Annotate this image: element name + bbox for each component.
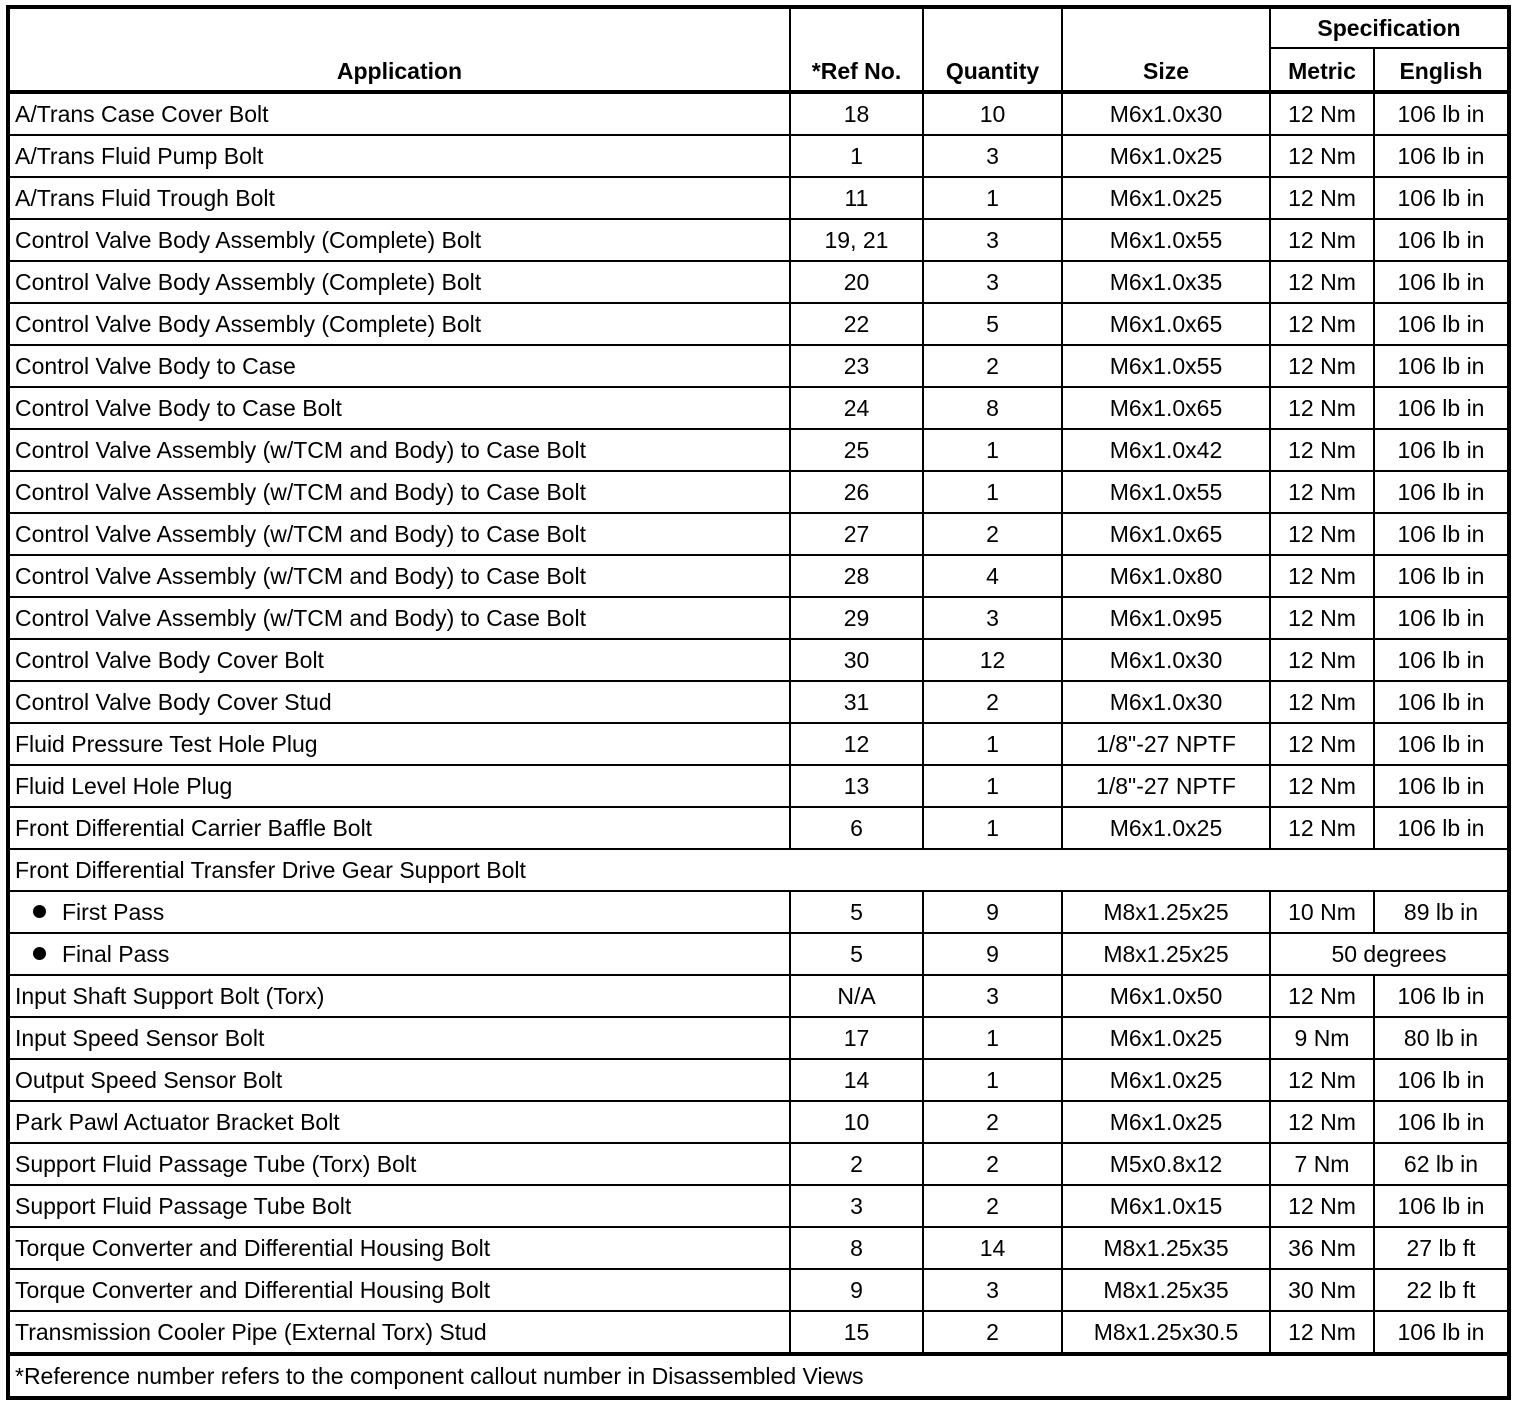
cell-application: Input Speed Sensor Bolt: [8, 1017, 790, 1059]
cell-size: M6x1.0x30: [1062, 639, 1270, 681]
cell-ref-no: 19, 21: [790, 219, 923, 261]
cell-english: 106 lb in: [1374, 1059, 1509, 1101]
cell-quantity: 2: [923, 1143, 1062, 1185]
cell-application: Output Speed Sensor Bolt: [8, 1059, 790, 1101]
header-metric: Metric: [1270, 48, 1374, 92]
cell-quantity: 2: [923, 513, 1062, 555]
table-row: [8, 135, 1509, 177]
table-row: [8, 92, 1509, 135]
footnote-row: [8, 1354, 1509, 1398]
cell-application: Control Valve Assembly (w/TCM and Body) to Case Bolt: [8, 513, 790, 555]
cell-quantity: 3: [923, 597, 1062, 639]
cell-application: Torque Converter and Differential Housing Bolt: [8, 1269, 790, 1311]
cell-metric: 12 Nm: [1270, 975, 1374, 1017]
cell-english: 22 lb ft: [1374, 1269, 1509, 1311]
cell-english: 106 lb in: [1374, 387, 1509, 429]
cell-application: A/Trans Fluid Pump Bolt: [8, 135, 790, 177]
cell-quantity: 2: [923, 681, 1062, 723]
table-row: [8, 555, 1509, 597]
header-size: Size: [1062, 7, 1270, 92]
first-pass-qty: 9: [923, 891, 1062, 933]
cell-english: 106 lb in: [1374, 219, 1509, 261]
final-pass-label: Final Pass: [62, 940, 170, 967]
cell-quantity: 1: [923, 429, 1062, 471]
cell-ref-no: 18: [790, 92, 923, 135]
cell-application: A/Trans Fluid Trough Bolt: [8, 177, 790, 219]
first-pass-application: [8, 891, 790, 933]
cell-metric: 12 Nm: [1270, 345, 1374, 387]
header-row-1: [8, 7, 1509, 48]
cell-quantity: 1: [923, 807, 1062, 849]
cell-application: Control Valve Assembly (w/TCM and Body) to Case Bolt: [8, 555, 790, 597]
cell-metric: 30 Nm: [1270, 1269, 1374, 1311]
cell-metric: 36 Nm: [1270, 1227, 1374, 1269]
cell-application: Input Shaft Support Bolt (Torx): [8, 975, 790, 1017]
cell-ref-no: 24: [790, 387, 923, 429]
cell-size: M8x1.25x35: [1062, 1227, 1270, 1269]
first-pass-ref: 5: [790, 891, 923, 933]
cell-metric: 9 Nm: [1270, 1017, 1374, 1059]
cell-english: 80 lb in: [1374, 1017, 1509, 1059]
table-row: [8, 597, 1509, 639]
final-pass-ref: 5: [790, 933, 923, 975]
cell-size: M6x1.0x35: [1062, 261, 1270, 303]
table-row: [8, 1101, 1509, 1143]
cell-ref-no: 22: [790, 303, 923, 345]
table-row: [8, 345, 1509, 387]
first-pass-metric: 10 Nm: [1270, 891, 1374, 933]
cell-size: M6x1.0x65: [1062, 303, 1270, 345]
cell-application: Control Valve Body to Case Bolt: [8, 387, 790, 429]
first-pass-label: First Pass: [62, 898, 165, 925]
cell-quantity: 3: [923, 975, 1062, 1017]
cell-application: Support Fluid Passage Tube Bolt: [8, 1185, 790, 1227]
cell-size: 1/8"-27 NPTF: [1062, 765, 1270, 807]
cell-quantity: 1: [923, 1017, 1062, 1059]
cell-ref-no: 20: [790, 261, 923, 303]
cell-metric: 12 Nm: [1270, 597, 1374, 639]
table-row: [8, 303, 1509, 345]
cell-ref-no: 8: [790, 1227, 923, 1269]
cell-size: M6x1.0x25: [1062, 1101, 1270, 1143]
first-pass-size: M8x1.25x25: [1062, 891, 1270, 933]
cell-metric: 7 Nm: [1270, 1143, 1374, 1185]
cell-application: A/Trans Case Cover Bolt: [8, 92, 790, 135]
cell-quantity: 12: [923, 639, 1062, 681]
table-row: [8, 1185, 1509, 1227]
bullet-icon: [33, 905, 46, 918]
cell-metric: 12 Nm: [1270, 177, 1374, 219]
torque-spec-table-container: [6, 5, 1511, 1400]
cell-metric: 12 Nm: [1270, 92, 1374, 135]
table-row: [8, 807, 1509, 849]
final-pass-row: [8, 933, 1509, 975]
cell-ref-no: 14: [790, 1059, 923, 1101]
cell-quantity: 4: [923, 555, 1062, 597]
cell-size: M6x1.0x95: [1062, 597, 1270, 639]
cell-ref-no: 2: [790, 1143, 923, 1185]
cell-metric: 12 Nm: [1270, 387, 1374, 429]
cell-quantity: 2: [923, 345, 1062, 387]
table-row: [8, 219, 1509, 261]
cell-ref-no: 23: [790, 345, 923, 387]
cell-application: Control Valve Body to Case: [8, 345, 790, 387]
table-row: [8, 681, 1509, 723]
cell-application: Control Valve Body Assembly (Complete) Bolt: [8, 303, 790, 345]
cell-ref-no: 29: [790, 597, 923, 639]
cell-english: 106 lb in: [1374, 555, 1509, 597]
header-ref-no: *Ref No.: [790, 7, 923, 92]
cell-ref-no: 10: [790, 1101, 923, 1143]
table-row: [8, 177, 1509, 219]
cell-metric: 12 Nm: [1270, 135, 1374, 177]
cell-size: M6x1.0x55: [1062, 219, 1270, 261]
cell-quantity: 14: [923, 1227, 1062, 1269]
cell-application: Control Valve Body Cover Stud: [8, 681, 790, 723]
cell-ref-no: 6: [790, 807, 923, 849]
cell-ref-no: 9: [790, 1269, 923, 1311]
cell-size: M6x1.0x30: [1062, 92, 1270, 135]
bullet-icon: [33, 947, 46, 960]
cell-english: 106 lb in: [1374, 681, 1509, 723]
cell-metric: 12 Nm: [1270, 807, 1374, 849]
final-pass-qty: 9: [923, 933, 1062, 975]
table-row: [8, 387, 1509, 429]
cell-quantity: 2: [923, 1101, 1062, 1143]
cell-size: M6x1.0x80: [1062, 555, 1270, 597]
cell-english: 106 lb in: [1374, 975, 1509, 1017]
cell-size: M6x1.0x65: [1062, 513, 1270, 555]
cell-quantity: 1: [923, 177, 1062, 219]
cell-ref-no: 25: [790, 429, 923, 471]
final-pass-size: M8x1.25x25: [1062, 933, 1270, 975]
footnote: *Reference number refers to the component callout number in Disassembled Views: [8, 1354, 1509, 1398]
table-row: [8, 975, 1509, 1017]
cell-metric: 12 Nm: [1270, 765, 1374, 807]
cell-metric: 12 Nm: [1270, 1101, 1374, 1143]
cell-english: 106 lb in: [1374, 1101, 1509, 1143]
table-row: [8, 1269, 1509, 1311]
cell-size: M8x1.25x30.5: [1062, 1311, 1270, 1354]
group-heading: Front Differential Transfer Drive Gear Support Bolt: [8, 849, 1509, 891]
table-row: [8, 471, 1509, 513]
cell-english: 106 lb in: [1374, 597, 1509, 639]
cell-application: Torque Converter and Differential Housing Bolt: [8, 1227, 790, 1269]
cell-size: M6x1.0x15: [1062, 1185, 1270, 1227]
cell-ref-no: 27: [790, 513, 923, 555]
cell-ref-no: 28: [790, 555, 923, 597]
cell-quantity: 8: [923, 387, 1062, 429]
cell-quantity: 1: [923, 765, 1062, 807]
cell-metric: 12 Nm: [1270, 429, 1374, 471]
cell-english: 62 lb in: [1374, 1143, 1509, 1185]
table-row: [8, 1311, 1509, 1354]
cell-size: M6x1.0x42: [1062, 429, 1270, 471]
cell-application: Transmission Cooler Pipe (External Torx) Stud: [8, 1311, 790, 1354]
cell-size: M6x1.0x55: [1062, 471, 1270, 513]
cell-metric: 12 Nm: [1270, 555, 1374, 597]
cell-ref-no: 30: [790, 639, 923, 681]
cell-metric: 12 Nm: [1270, 219, 1374, 261]
cell-quantity: 2: [923, 1311, 1062, 1354]
cell-metric: 12 Nm: [1270, 303, 1374, 345]
cell-quantity: 1: [923, 723, 1062, 765]
cell-ref-no: 1: [790, 135, 923, 177]
cell-metric: 12 Nm: [1270, 681, 1374, 723]
final-pass-spec: 50 degrees: [1270, 933, 1509, 975]
cell-application: Control Valve Assembly (w/TCM and Body) to Case Bolt: [8, 597, 790, 639]
header-application: Application: [8, 7, 790, 92]
cell-metric: 12 Nm: [1270, 1059, 1374, 1101]
table-row: [8, 1143, 1509, 1185]
table-row: [8, 765, 1509, 807]
cell-ref-no: 13: [790, 765, 923, 807]
cell-application: Control Valve Body Cover Bolt: [8, 639, 790, 681]
table-body-top: [8, 92, 1509, 849]
header-specification: Specification: [1270, 7, 1509, 48]
cell-ref-no: 15: [790, 1311, 923, 1354]
cell-application: Control Valve Body Assembly (Complete) Bolt: [8, 219, 790, 261]
cell-english: 106 lb in: [1374, 513, 1509, 555]
cell-ref-no: 3: [790, 1185, 923, 1227]
cell-quantity: 3: [923, 261, 1062, 303]
cell-english: 106 lb in: [1374, 471, 1509, 513]
cell-application: Front Differential Carrier Baffle Bolt: [8, 807, 790, 849]
cell-english: 106 lb in: [1374, 429, 1509, 471]
cell-metric: 12 Nm: [1270, 639, 1374, 681]
cell-quantity: 3: [923, 219, 1062, 261]
cell-quantity: 1: [923, 471, 1062, 513]
cell-metric: 12 Nm: [1270, 513, 1374, 555]
cell-ref-no: 12: [790, 723, 923, 765]
cell-quantity: 5: [923, 303, 1062, 345]
cell-size: M6x1.0x25: [1062, 135, 1270, 177]
cell-english: 106 lb in: [1374, 261, 1509, 303]
cell-application: Support Fluid Passage Tube (Torx) Bolt: [8, 1143, 790, 1185]
table-footer: [8, 1354, 1509, 1398]
cell-quantity: 2: [923, 1185, 1062, 1227]
cell-english: 106 lb in: [1374, 177, 1509, 219]
table-header: [8, 7, 1509, 92]
table-body-bottom: [8, 975, 1509, 1354]
cell-ref-no: 17: [790, 1017, 923, 1059]
cell-application: Park Pawl Actuator Bracket Bolt: [8, 1101, 790, 1143]
cell-quantity: 3: [923, 135, 1062, 177]
cell-application: Fluid Pressure Test Hole Plug: [8, 723, 790, 765]
cell-metric: 12 Nm: [1270, 723, 1374, 765]
cell-english: 106 lb in: [1374, 639, 1509, 681]
cell-quantity: 3: [923, 1269, 1062, 1311]
cell-size: M6x1.0x25: [1062, 1017, 1270, 1059]
table-row: [8, 1227, 1509, 1269]
cell-english: 106 lb in: [1374, 303, 1509, 345]
cell-english: 106 lb in: [1374, 765, 1509, 807]
torque-spec-table: [6, 5, 1511, 1400]
header-quantity: Quantity: [923, 7, 1062, 92]
cell-metric: 12 Nm: [1270, 1185, 1374, 1227]
header-english: English: [1374, 48, 1509, 92]
cell-size: M6x1.0x25: [1062, 807, 1270, 849]
cell-size: M6x1.0x50: [1062, 975, 1270, 1017]
table-row: [8, 261, 1509, 303]
cell-english: 106 lb in: [1374, 92, 1509, 135]
cell-size: M5x0.8x12: [1062, 1143, 1270, 1185]
cell-application: Control Valve Assembly (w/TCM and Body) to Case Bolt: [8, 429, 790, 471]
cell-metric: 12 Nm: [1270, 261, 1374, 303]
table-row: [8, 1017, 1509, 1059]
cell-ref-no: 31: [790, 681, 923, 723]
cell-size: M6x1.0x25: [1062, 177, 1270, 219]
table-row: [8, 513, 1509, 555]
table-row: [8, 1059, 1509, 1101]
cell-english: 106 lb in: [1374, 1311, 1509, 1354]
cell-size: M6x1.0x65: [1062, 387, 1270, 429]
cell-english: 106 lb in: [1374, 723, 1509, 765]
cell-application: Fluid Level Hole Plug: [8, 765, 790, 807]
table-row: [8, 723, 1509, 765]
cell-metric: 12 Nm: [1270, 1311, 1374, 1354]
table-body-group: [8, 849, 1509, 975]
cell-english: 106 lb in: [1374, 807, 1509, 849]
table-row: [8, 429, 1509, 471]
final-pass-application: [8, 933, 790, 975]
group-heading-row: [8, 849, 1509, 891]
cell-quantity: 1: [923, 1059, 1062, 1101]
cell-application: Control Valve Body Assembly (Complete) Bolt: [8, 261, 790, 303]
cell-english: 27 lb ft: [1374, 1227, 1509, 1269]
table-row: [8, 639, 1509, 681]
cell-size: M6x1.0x25: [1062, 1059, 1270, 1101]
cell-english: 106 lb in: [1374, 345, 1509, 387]
cell-english: 106 lb in: [1374, 135, 1509, 177]
cell-metric: 12 Nm: [1270, 471, 1374, 513]
cell-ref-no: N/A: [790, 975, 923, 1017]
first-pass-row: [8, 891, 1509, 933]
cell-english: 106 lb in: [1374, 1185, 1509, 1227]
first-pass-english: 89 lb in: [1374, 891, 1509, 933]
cell-size: M6x1.0x30: [1062, 681, 1270, 723]
cell-ref-no: 26: [790, 471, 923, 513]
cell-quantity: 10: [923, 92, 1062, 135]
cell-size: 1/8"-27 NPTF: [1062, 723, 1270, 765]
cell-application: Control Valve Assembly (w/TCM and Body) to Case Bolt: [8, 471, 790, 513]
cell-ref-no: 11: [790, 177, 923, 219]
cell-size: M6x1.0x55: [1062, 345, 1270, 387]
cell-size: M8x1.25x35: [1062, 1269, 1270, 1311]
